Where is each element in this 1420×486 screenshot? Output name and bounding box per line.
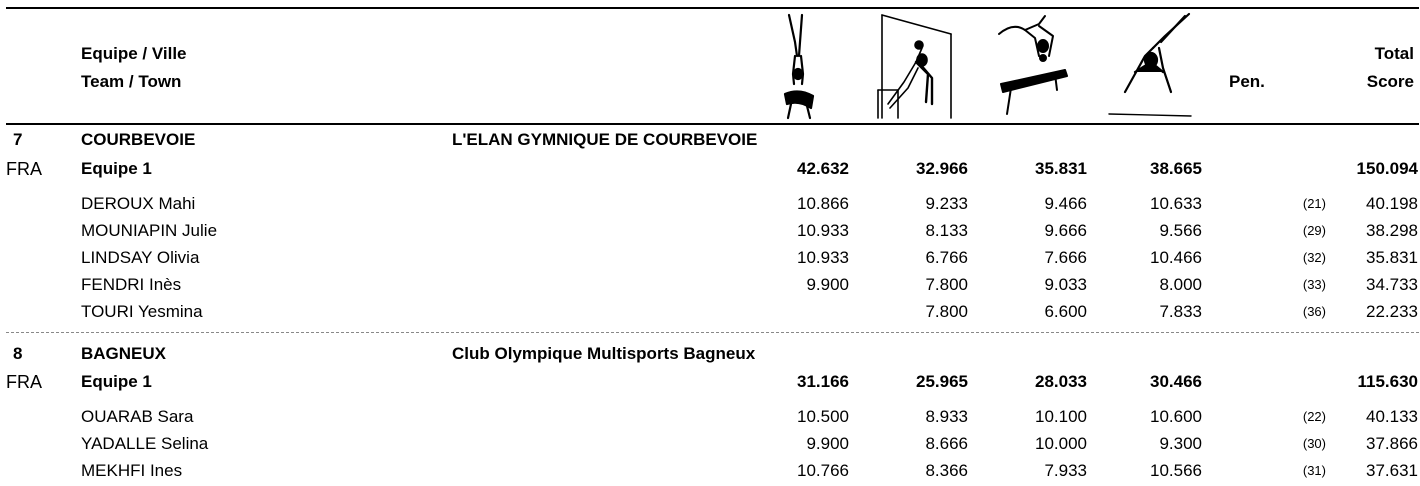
gymnast-total: 38.298 <box>1366 221 1418 240</box>
team-total-row <box>0 368 1420 396</box>
team-bars-score: 25.965 <box>916 372 968 391</box>
individual-rank: (21) <box>1302 196 1326 211</box>
bars-score: 8.133 <box>925 221 968 240</box>
gymnast-total: 37.631 <box>1366 461 1418 480</box>
bars-score: 8.666 <box>925 434 968 453</box>
beam-score: 9.033 <box>1044 275 1087 294</box>
vault-score: 10.500 <box>797 407 849 426</box>
vault-score: 10.866 <box>797 194 849 213</box>
team-floor-score: 30.466 <box>1150 372 1202 391</box>
header-team-en: Team / Town <box>81 72 182 91</box>
beam-score: 10.000 <box>1035 434 1087 453</box>
gymnast-total: 37.866 <box>1366 434 1418 453</box>
gymnast-name: OUARAB Sara <box>81 407 194 426</box>
bars-score: 8.366 <box>925 461 968 480</box>
header-team-fr: Equipe / Ville <box>81 44 187 63</box>
gymnast-name: YADALLE Selina <box>81 434 209 453</box>
floor-score: 9.566 <box>1159 221 1202 240</box>
team-city: COURBEVOIE <box>81 130 196 149</box>
header-total-line2: Score <box>1366 72 1414 91</box>
team-header-row <box>0 126 1420 154</box>
floor-exercise-icon <box>1105 12 1195 120</box>
floor-score: 10.566 <box>1150 461 1202 480</box>
team-beam-score: 35.831 <box>1035 159 1087 178</box>
gymnast-name: MEKHFI Ines <box>81 461 183 480</box>
header-penalty: Pen. <box>1229 72 1265 91</box>
team-rank: 8 <box>13 344 23 363</box>
vault-score: 9.900 <box>806 434 849 453</box>
gymnast-row <box>0 271 1420 299</box>
gymnast-row <box>0 403 1420 431</box>
vault-score: 10.766 <box>797 461 849 480</box>
individual-rank: (32) <box>1302 250 1326 265</box>
gymnast-name: FENDRI Inès <box>81 275 182 294</box>
team-vault-score: 31.166 <box>797 372 849 391</box>
individual-rank: (33) <box>1302 277 1326 292</box>
gymnast-total: 35.831 <box>1366 248 1418 267</box>
individual-rank: (22) <box>1302 409 1326 424</box>
header-rule <box>6 123 1419 125</box>
team-total-score: 150.094 <box>1356 159 1418 178</box>
floor-score: 10.633 <box>1150 194 1202 213</box>
team-floor-score: 38.665 <box>1150 159 1202 178</box>
vault-score: 10.933 <box>797 248 849 267</box>
floor-score: 10.600 <box>1150 407 1202 426</box>
team-name: Equipe 1 <box>81 159 152 178</box>
gymnast-row <box>0 190 1420 218</box>
gymnast-name: DEROUX Mahi <box>81 194 196 213</box>
bars-score: 9.233 <box>925 194 968 213</box>
header-total-line1: Total <box>1374 44 1414 63</box>
beam-score: 7.933 <box>1044 461 1087 480</box>
beam-score: 10.100 <box>1035 407 1087 426</box>
top-rule <box>6 7 1419 9</box>
team-name: Equipe 1 <box>81 372 152 391</box>
team-rank: 7 <box>13 130 23 149</box>
gymnast-row <box>0 430 1420 458</box>
individual-rank: (31) <box>1302 463 1326 478</box>
bars-score: 8.933 <box>925 407 968 426</box>
gymnast-row <box>0 217 1420 245</box>
team-bars-score: 32.966 <box>916 159 968 178</box>
bars-score: 6.766 <box>925 248 968 267</box>
gymnast-total: 22.233 <box>1366 302 1418 321</box>
team-beam-score: 28.033 <box>1035 372 1087 391</box>
floor-score: 8.000 <box>1159 275 1202 294</box>
floor-score: 7.833 <box>1159 302 1202 321</box>
gymnast-name: MOUNIAPIN Julie <box>81 221 218 240</box>
beam-score: 6.600 <box>1044 302 1087 321</box>
vault-score: 10.933 <box>797 221 849 240</box>
bars-score: 7.800 <box>925 302 968 321</box>
bars-score: 7.800 <box>925 275 968 294</box>
gymnast-total: 34.733 <box>1366 275 1418 294</box>
team-separator <box>6 332 1419 333</box>
floor-score: 9.300 <box>1159 434 1202 453</box>
team-club: Club Olympique Multisports Bagneux <box>452 344 756 363</box>
individual-rank: (30) <box>1302 436 1326 451</box>
beam-score: 9.466 <box>1044 194 1087 213</box>
beam-score: 7.666 <box>1044 248 1087 267</box>
individual-rank: (29) <box>1302 223 1326 238</box>
vault-score: 9.900 <box>806 275 849 294</box>
uneven-bars-icon <box>876 12 956 120</box>
team-total-score: 115.630 <box>1357 372 1418 391</box>
gymnast-total: 40.133 <box>1366 407 1418 426</box>
team-club: L'ELAN GYMNIQUE DE COURBEVOIE <box>452 130 758 149</box>
team-vault-score: 42.632 <box>797 159 849 178</box>
floor-score: 10.466 <box>1150 248 1202 267</box>
beam-score: 9.666 <box>1044 221 1087 240</box>
team-header-row <box>0 340 1420 368</box>
gymnast-row <box>0 244 1420 272</box>
individual-rank: (36) <box>1302 304 1326 319</box>
vault-icon <box>775 12 825 120</box>
team-country: FRA <box>6 372 42 392</box>
gymnast-name: TOURI Yesmina <box>81 302 203 321</box>
gymnast-row <box>0 457 1420 485</box>
team-total-row <box>0 155 1420 183</box>
gymnast-name: LINDSAY Olivia <box>81 248 200 267</box>
gymnast-row <box>0 298 1420 326</box>
gymnast-total: 40.198 <box>1366 194 1418 213</box>
team-city: BAGNEUX <box>81 344 167 363</box>
balance-beam-icon <box>995 12 1075 120</box>
team-country: FRA <box>6 159 42 179</box>
